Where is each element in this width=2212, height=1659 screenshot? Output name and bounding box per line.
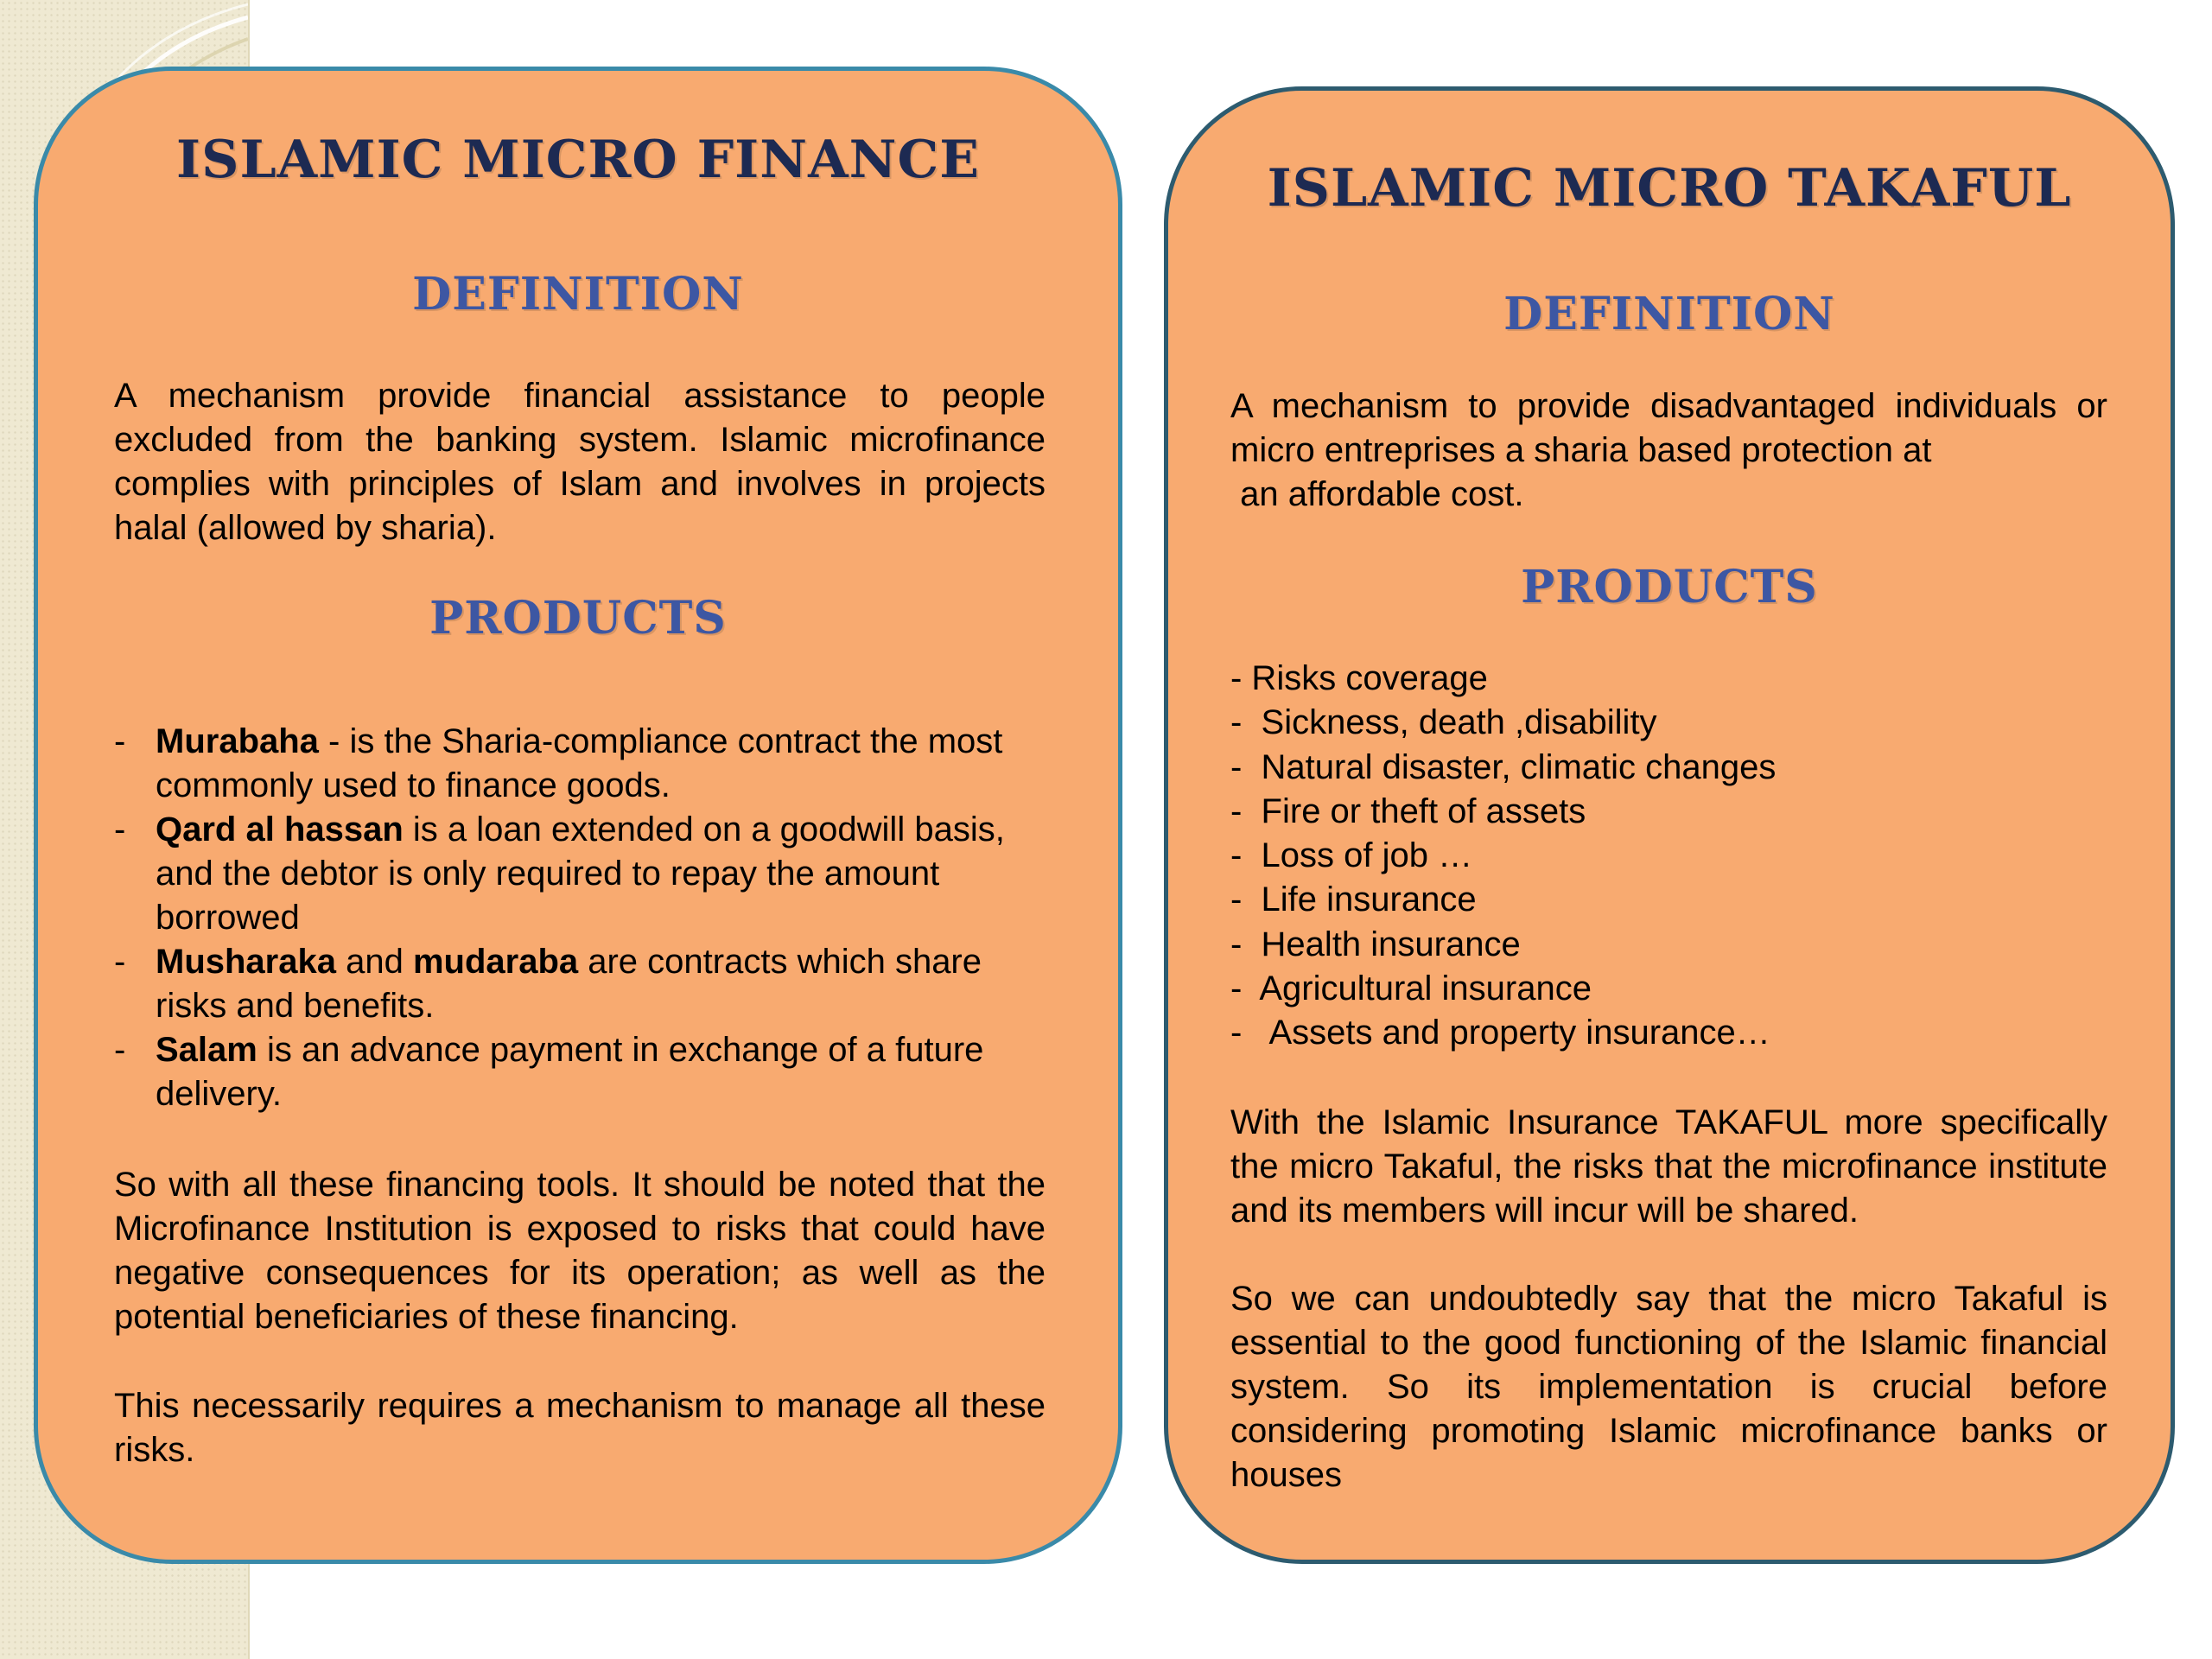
product-item-salam: - Salam is an advance payment in exchange of a future delivery. — [114, 1031, 984, 1113]
mechanism-paragraph: This necessarily requires a mechanism to manage all these risks. — [114, 1387, 1046, 1469]
product-item: - Health insurance — [1230, 925, 1521, 963]
product-item: - Sickness, death ,disability — [1230, 703, 1657, 742]
risks-paragraph: So with all these financing tools. It should be noted that the Microfinance Institution is exposed to risks that could have negative consequences for its operation; as well as the potential beneficiaries of these financing. — [114, 1166, 1046, 1336]
definition-text: A mechanism provide financial assistance to people excluded from the banking system. Islamic microfinance complies with principles of Islam and involves in projects halal (allowed by sharia). — [114, 377, 1046, 547]
conclusion-paragraph: So we can undoubtedly say that the micro Takaful is essential to the good functioning of the Islamic financial system. So its implementation is crucial before considering promoting Islamic microfinance banks or houses — [1230, 1280, 2107, 1494]
product-item: - Agricultural insurance — [1230, 969, 1592, 1008]
definition-heading: DEFINITION — [412, 268, 744, 321]
islamic-micro-takaful-card — [1164, 86, 2175, 1564]
products-list — [114, 720, 1046, 1116]
product-item: - Natural disaster, climatic changes — [1230, 747, 1777, 786]
card-title: ISLAMIC MICRO FINANCE — [176, 130, 980, 190]
card-title: ISLAMIC MICRO TAKAFUL — [1267, 158, 2072, 219]
product-item: - Fire or theft of assets — [1230, 791, 1586, 830]
products-heading: PRODUCTS — [1521, 561, 1818, 613]
product-item: - Risks coverage — [1230, 659, 1488, 697]
definition-line-2: micro entreprises a sharia based protection at — [1230, 431, 1932, 469]
product-item: - Life insurance — [1230, 880, 1477, 919]
products-list — [1230, 657, 1776, 1056]
definition-line-1: A mechanism to provide disadvantaged individuals or — [1230, 387, 2107, 425]
takaful-paragraph: With the Islamic Insurance TAKAFUL more specifically the micro Takaful, the risks that the microfinance institute and its members will incur will be shared. — [1230, 1103, 2107, 1230]
product-item: - Assets and property insurance… — [1230, 1014, 1770, 1052]
product-item-murabaha: - Murabaha - is the Sharia-compliance contract the most commonly used to finance goods. — [114, 722, 1003, 804]
islamic-micro-finance-card — [34, 67, 1122, 1564]
definition-line-3: an affordable cost. — [1230, 475, 1524, 513]
definition-heading: DEFINITION — [1503, 288, 1835, 340]
product-item-musharaka: - Musharaka and mudaraba are contracts which share risks and benefits. — [114, 943, 982, 1025]
product-item-qard-al-hassan: - Qard al hassan is a loan extended on a goodwill basis, and the debtor is only required to repay the amount borrowed — [114, 810, 1005, 937]
product-item: - Loss of job … — [1230, 836, 1473, 875]
products-heading: PRODUCTS — [429, 592, 727, 645]
